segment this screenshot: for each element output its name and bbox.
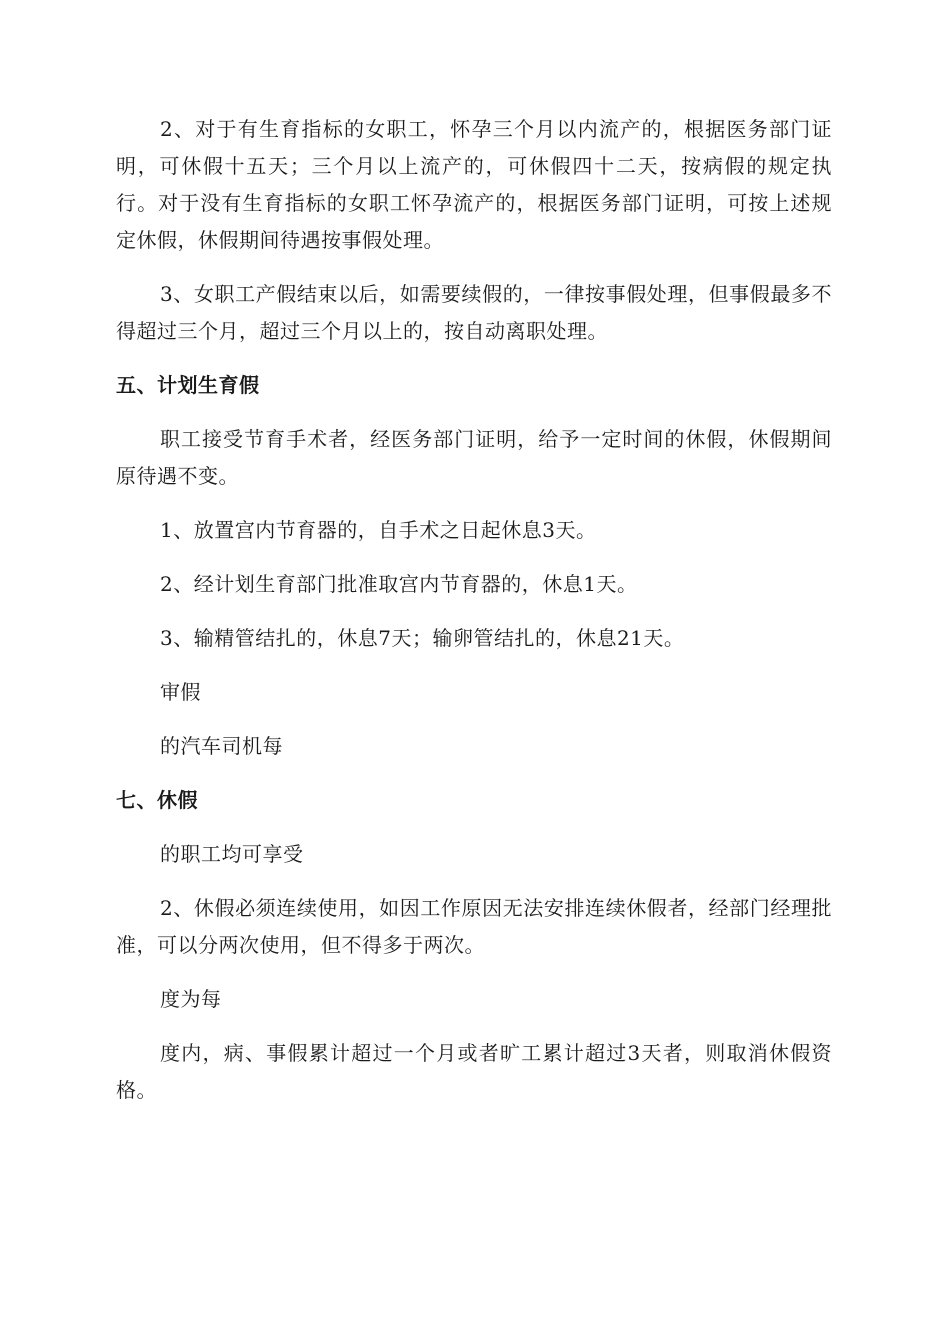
paragraph-family-planning-intro: 职工接受节育手术者，经医务部门证明，给予一定时间的休假，休假期间原待遇不变。 [116,427,832,488]
document-body [116,111,832,1126]
section-heading-vacation: 七、休假 [116,788,198,812]
paragraph-fragment-drivers: 的汽车司机每 [160,734,283,758]
paragraph-continuous-vacation: 2、休假必须连续使用，如因工作原因无法安排连续休假者，经部门经理批准，可以分两次使用，但不得多于两次。 [116,896,832,957]
paragraph-fragment-eligible-staff: 的职工均可享受 [160,842,304,866]
paragraph-iud-removal: 2、经计划生育部门批准取宫内节育器的，休息1天。 [160,572,638,596]
paragraph-iud-insertion: 1、放置宫内节育器的，自手术之日起休息3天。 [160,518,597,542]
paragraph-miscarriage-leave: 2、对于有生育指标的女职工，怀孕三个月以内流产的，根据医务部门证明，可休假十五天；三个月以上流产的，可休假四十二天，按病假的规定执行。对于没有生育指标的女职工怀孕流产的，根据医务部门证明，可按上述规定休假，休假期间待遇按事假处理。 [116,117,832,252]
paragraph-extended-maternity-leave: 3、女职工产假结束以后，如需要续假的，一律按事假处理，但事假最多不得超过三个月，超过三个月以上的，按自动离职处理。 [116,282,832,343]
paragraph-vacation-cancellation: 度内，病、事假累计超过一个月或者旷工累计超过3天者，则取消休假资格。 [116,1041,832,1102]
paragraph-fragment-review-leave: 审假 [160,680,201,704]
section-heading-family-planning: 五、计划生育假 [116,373,260,397]
paragraph-ligation: 3、输精管结扎的，休息7天；输卵管结扎的，休息21天。 [160,626,685,650]
paragraph-fragment-annual: 度为每 [160,987,222,1011]
